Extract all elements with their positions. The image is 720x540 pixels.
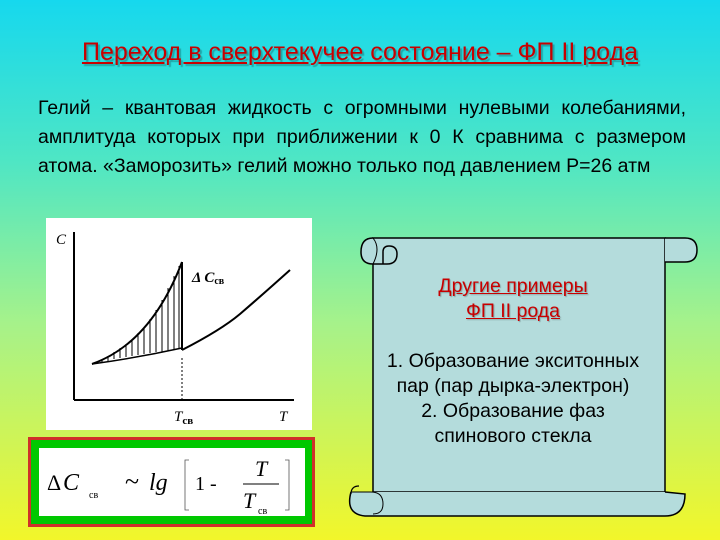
slide-title: Переход в сверхтекучее состояние – ФП II рода: [81, 38, 639, 66]
formula-c: C: [63, 470, 80, 496]
formula: [39, 448, 305, 516]
formula-box: [28, 437, 315, 527]
formula-denominator: T: [243, 488, 256, 513]
formula-lg: lg: [149, 470, 168, 496]
y-axis-label: C: [56, 232, 67, 248]
scroll-item-2: 2. Образование фаз спинового стекла: [421, 400, 605, 447]
left-paren: [185, 460, 189, 510]
tc-label: $T_{св}$: [174, 409, 194, 427]
formula-tilde: ~: [125, 467, 140, 496]
scroll-item-1: 1. Образование экситонных пар (пар дырка-электрон): [386, 350, 640, 397]
formula-c-sub: св: [89, 490, 99, 501]
scroll-text: [378, 274, 648, 449]
formula-delta: Δ: [47, 470, 62, 495]
scroll-heading-1: Другие примеры: [438, 275, 588, 297]
x-axis-label: T: [279, 409, 288, 425]
delta-c-label: Δ Cсв: [192, 270, 225, 287]
right-paren: [285, 460, 289, 510]
scroll-heading-2: ФП II рода: [466, 300, 560, 322]
formula-den-sub: св: [258, 506, 268, 516]
formula-numerator: T: [255, 456, 268, 481]
hatch-lines: [102, 266, 179, 362]
lower-curve: [92, 348, 182, 364]
scroll-bottom-roll: [350, 492, 685, 516]
heat-capacity-graph: [46, 218, 312, 430]
slide-paragraph: Гелий – квантовая жидкость с огромными нулевыми колебаниями, амплитуда которых при приближении к 0 К сравнима с размером атома. «Заморозить» гелий можно только под давлением P=26 атм: [38, 97, 686, 177]
formula-one-minus: 1 -: [195, 473, 217, 495]
